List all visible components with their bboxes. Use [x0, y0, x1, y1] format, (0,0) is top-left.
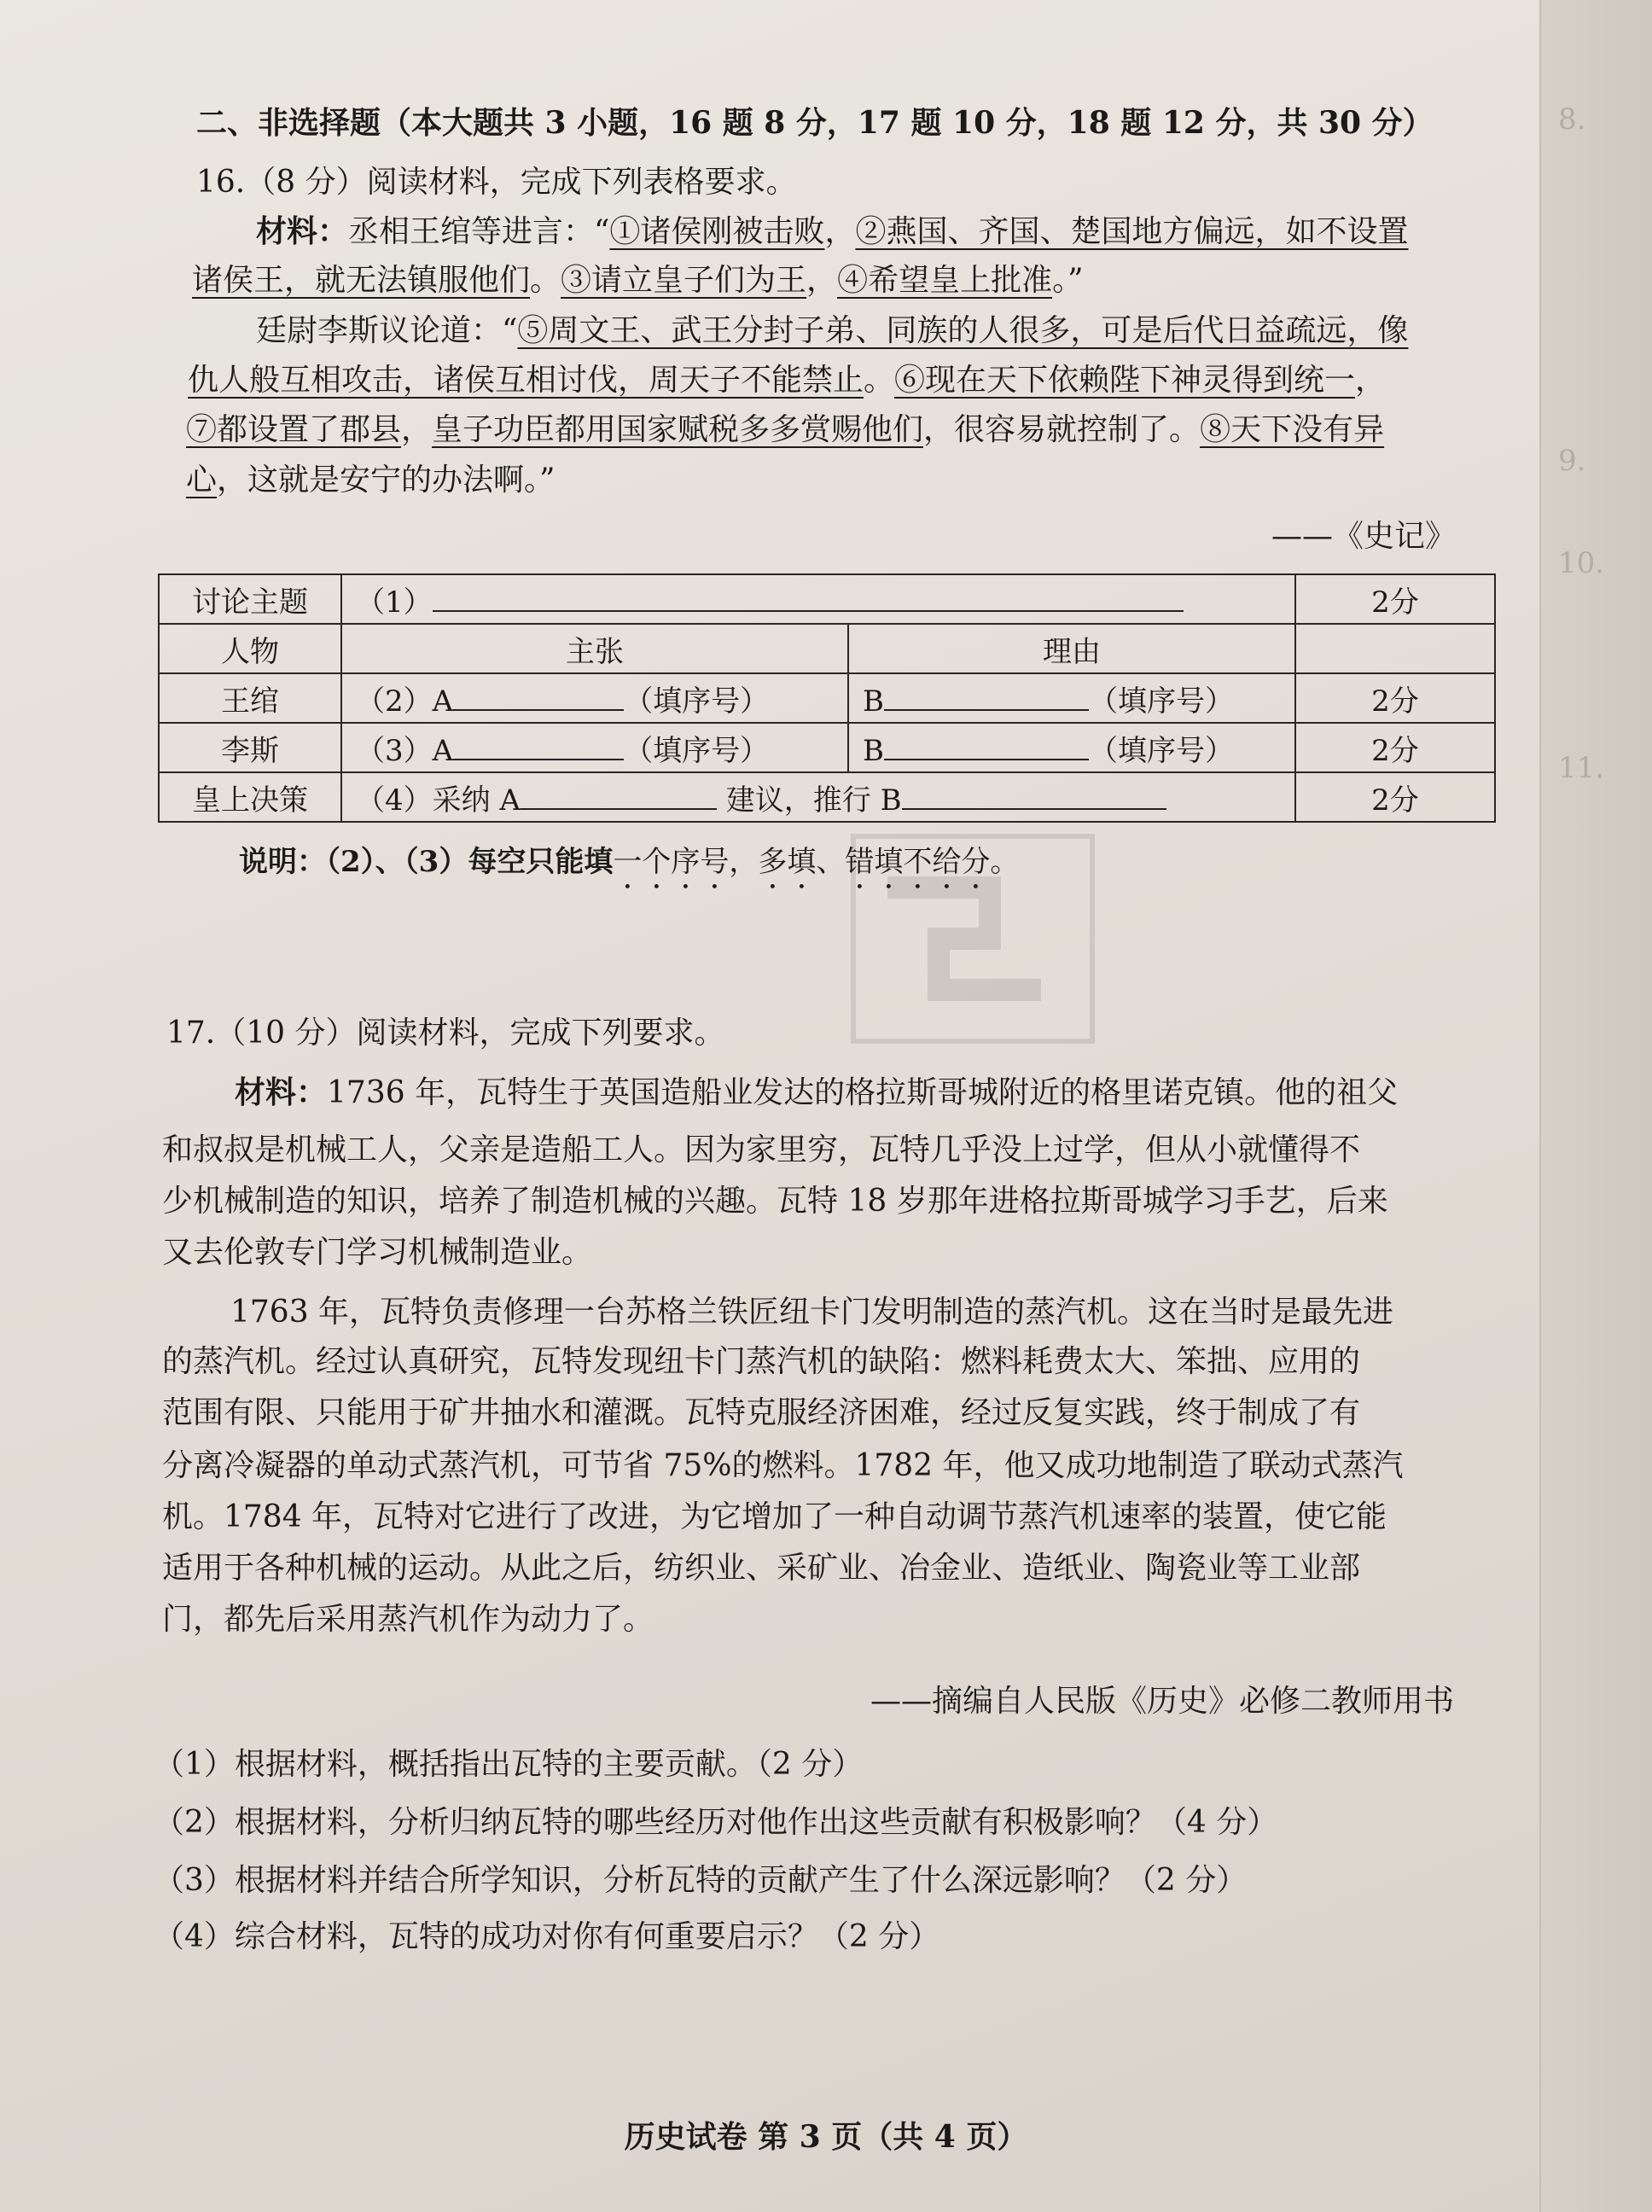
section-title: 二、非选择题（本大题共 3 小题，16 题 8 分，17 题 10 分，18 题 12 分，共 30 分）: [196, 105, 1434, 141]
q17-question-3: （3）根据材料并结合所学知识，分析瓦特的贡献产生了什么深远影响？（2 分）: [154, 1863, 1248, 1898]
q17-question-2: （2）根据材料，分析归纳瓦特的哪些经历对他作出这些贡献有积极影响？（4 分）: [154, 1805, 1278, 1840]
table-row: [159, 624, 1495, 673]
q17-paragraph-1-line-4: 又去伦敦专门学习机械制造业。: [162, 1235, 593, 1270]
q17-paragraph-2-line-3: 范围有限、只能用于矿井抽水和灌溉。瓦特克服经济困难，经过反复实践，终于制成了有: [162, 1395, 1361, 1430]
q17-paragraph-2-line-6: 适用于各种机械的运动。从此之后，纺织业、采矿业、冶金业、造纸业、陶瓷业等工业部: [162, 1551, 1361, 1586]
lisi-claim-field[interactable]: （3）A （填序号）: [341, 723, 848, 772]
q17-question-1: （1）根据材料，概括指出瓦特的主要贡献。（2 分）: [154, 1747, 864, 1782]
table-row: [159, 723, 1495, 772]
table-row: [159, 673, 1495, 723]
q17-paragraph-2-line-5: 机。1784 年，瓦特对它进行了改进，为它增加了一种自动调节蒸汽机速率的装置，使它能: [162, 1499, 1387, 1534]
q16-header: 16.（8 分）阅读材料，完成下列表格要求。: [196, 165, 797, 200]
q16-material-1-line-1: 材料：丞相王绾等进言：“①诸侯刚被击败，②燕国、齐国、楚国地方偏远，如不设置: [256, 213, 1409, 249]
q17-header: 17.（10 分）阅读材料，完成下列要求。: [166, 1016, 725, 1051]
reason-header: 理由: [848, 624, 1295, 673]
score-cell: 2分: [1295, 673, 1495, 723]
q16-material-2-line-3: ⑦都设置了郡县，皇子功臣都用国家赋税多多赏赐他们，很容易就控制了。⑧天下没有异: [186, 412, 1385, 447]
topic-answer-cell[interactable]: （1）: [341, 574, 1295, 624]
q17-paragraph-1-line-3: 少机械制造的知识，培养了制造机械的兴趣。瓦特 18 岁那年进格拉斯哥城学习手艺，后来: [162, 1184, 1388, 1219]
person-wangwan: 王绾: [159, 673, 341, 723]
q16-source: ——《史记》: [1271, 519, 1457, 554]
next-page-edge: 8. 9. 10. 11.: [1539, 0, 1652, 2212]
q17-question-4: （4）综合材料，瓦特的成功对你有何重要启示？（2 分）: [154, 1919, 940, 1954]
score-cell: 2分: [1295, 772, 1495, 822]
q16-material-2-line-2: 仇人般互相攻击，诸侯互相讨伐，周天子不能禁止。⑥现在天下依赖陛下神灵得到统一，: [188, 363, 1387, 398]
claim-header: 主张: [341, 624, 848, 673]
q16-material-1-line-2: 诸侯王，就无法镇服他们。③请立皇子们为王，④希望皇上批准。”: [192, 263, 1084, 298]
person-label: 人物: [159, 624, 341, 673]
topic-label: 讨论主题: [159, 574, 341, 624]
q16-answer-table: [158, 573, 1496, 823]
wangwan-claim-field[interactable]: （2）A （填序号）: [341, 673, 848, 723]
wangwan-reason-field[interactable]: B （填序号）: [848, 673, 1295, 723]
emperor-decision-label: 皇上决策: [159, 772, 341, 822]
table-row: [159, 772, 1495, 822]
person-lisi: 李斯: [159, 723, 341, 772]
q17-paragraph-2-line-4: 分离冷凝器的单动式蒸汽机，可节省 75%的燃料。1782 年，他又成功地制造了联动式蒸汽: [162, 1448, 1404, 1483]
score-cell: 2分: [1295, 574, 1495, 624]
q16-material-2-line-4: 心，这就是安宁的办法啊。”: [186, 463, 556, 498]
score-cell: 2分: [1295, 723, 1495, 772]
q17-paragraph-2-line-1: 1763 年，瓦特负责修理一台苏格兰铁匠纽卡门发明制造的蒸汽机。这在当时是最先进: [230, 1295, 1394, 1330]
table-row: [159, 574, 1495, 624]
q16-material-2-line-1: 廷尉李斯议论道：“⑤周文王、武王分封子弟、同族的人很多，可是后代日益疏远，像: [256, 313, 1409, 348]
q17-source: ——摘编自人民版《历史》必修二教师用书: [870, 1684, 1455, 1719]
q17-paragraph-1-line-2: 和叔叔是机械工人，父亲是造船工人。因为家里穷，瓦特几乎没上过学，但从小就懂得不: [162, 1132, 1361, 1167]
decision-answer-field[interactable]: （4）采纳 A 建议，推行 B: [341, 772, 1295, 822]
q16-note: 说明：（2）、（3）每空只能填一个序号，多填、错填不给分。: [239, 845, 1020, 879]
q17-paragraph-1-line-1: 材料：1736 年，瓦特生于英国造船业发达的格拉斯哥城附近的格里诺克镇。他的祖父: [235, 1074, 1399, 1110]
q17-paragraph-2-line-7: 门，都先后采用蒸汽机作为动力了。: [162, 1602, 654, 1637]
q17-paragraph-2-line-2: 的蒸汽机。经过认真研究，瓦特发现纽卡门蒸汽机的缺陷：燃料耗费太大、笨拙、应用的: [162, 1344, 1361, 1379]
lisi-reason-field[interactable]: B （填序号）: [848, 723, 1295, 772]
page-footer: 历史试卷 第 3 页（共 4 页）: [624, 2119, 1028, 2155]
